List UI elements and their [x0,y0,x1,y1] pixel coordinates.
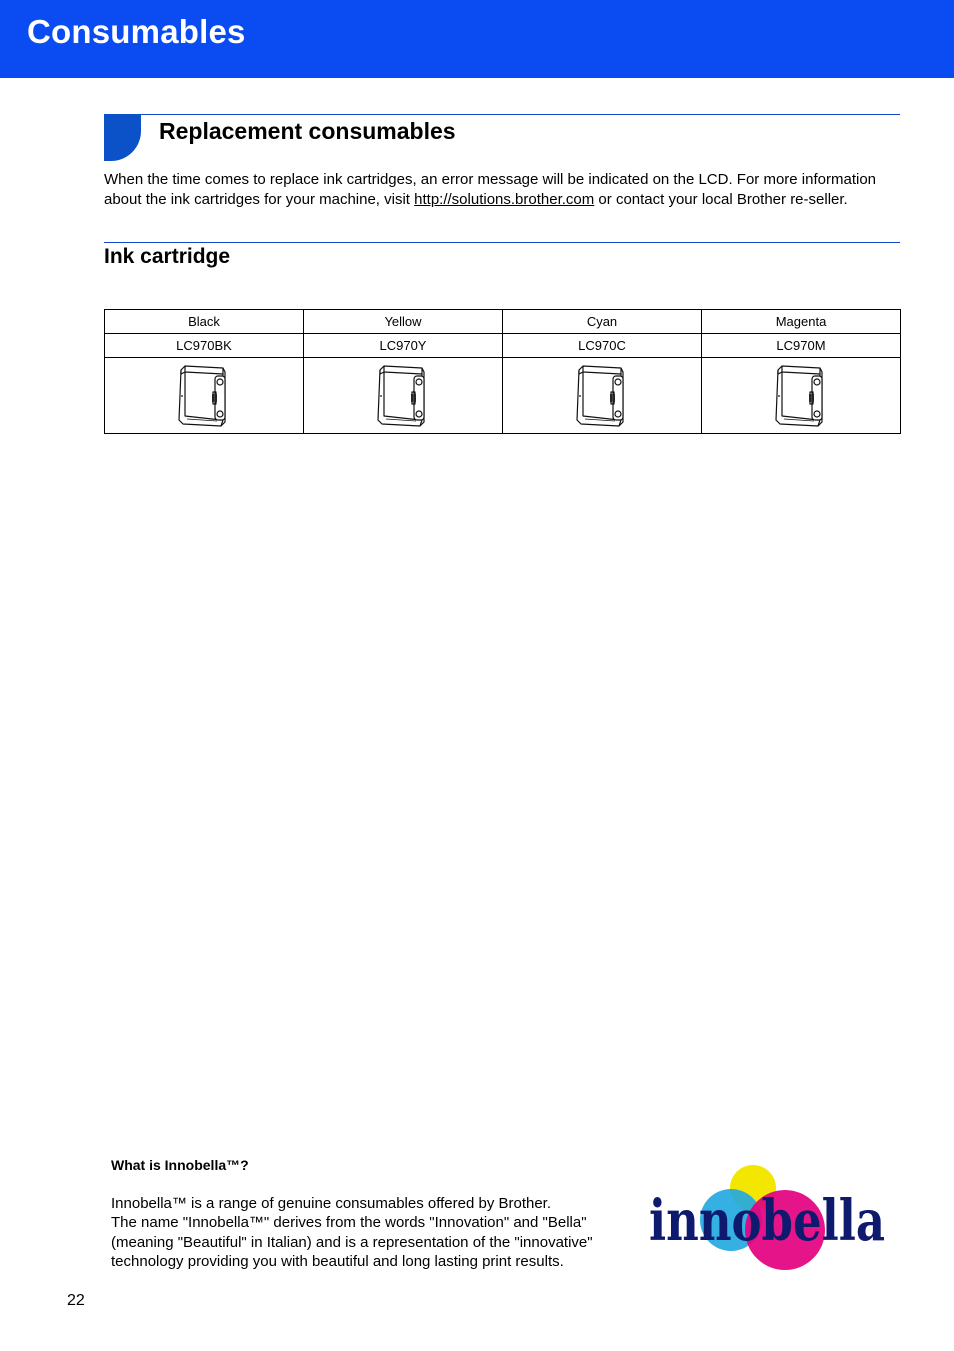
innobella-description [111,1194,641,1271]
cartridge-image-cell [304,358,503,434]
ink-cartridge-icon [372,364,434,428]
solutions-link[interactable]: http://solutions.brother.com [414,190,595,208]
cartridge-image-cell [105,358,304,434]
innobella-logo-text: innobella [649,1188,885,1254]
intro-text-before: When the time comes to replace ink cartridges, an error message will be indicated on the LCD. For more information about the ink cartridges for your machine, visit [104,171,877,208]
model-cell: LC970Y [304,334,503,358]
table-row-models [105,334,901,358]
page-number: 22 [67,1292,85,1309]
color-cell: Cyan [503,310,702,334]
innobella-logo [645,1160,890,1272]
intro-paragraph [104,170,900,209]
page-header-title: Consumables [27,13,246,50]
intro-text-after: or contact your local Brother re-seller. [594,190,848,208]
innobella-line-1: Innobella™ is a range of genuine consumables offered by Brother. [111,1195,552,1212]
model-cell: LC970BK [105,334,304,358]
section-rule-top [104,114,900,115]
table-row-colors [105,310,901,334]
model-cell: LC970M [702,334,901,358]
cartridge-image-cell [702,358,901,434]
table-row-images [105,358,901,434]
ink-cartridge-title: Ink cartridge [104,245,231,268]
innobella-question: What is Innobella™? [111,1157,249,1173]
header-band [0,0,954,78]
ink-cartridge-icon [173,364,235,428]
ink-cartridge-icon [571,364,633,428]
color-cell: Black [105,310,304,334]
subsection-rule [104,242,900,243]
color-cell: Magenta [702,310,901,334]
section-title: Replacement consumables [159,118,456,144]
color-cell: Yellow [304,310,503,334]
innobella-line-2: The name "Innobella™" derives from the words "Innovation" and "Bella" (meaning "Beautiful" in Italian) and is a representation of the "innovative" technology providing you with beautiful and long lasting print results. [111,1214,593,1270]
ink-cartridge-icon [770,364,832,428]
model-cell: LC970C [503,334,702,358]
cartridge-image-cell [503,358,702,434]
section-tab-marker [104,114,141,161]
ink-cartridge-table [104,309,901,434]
